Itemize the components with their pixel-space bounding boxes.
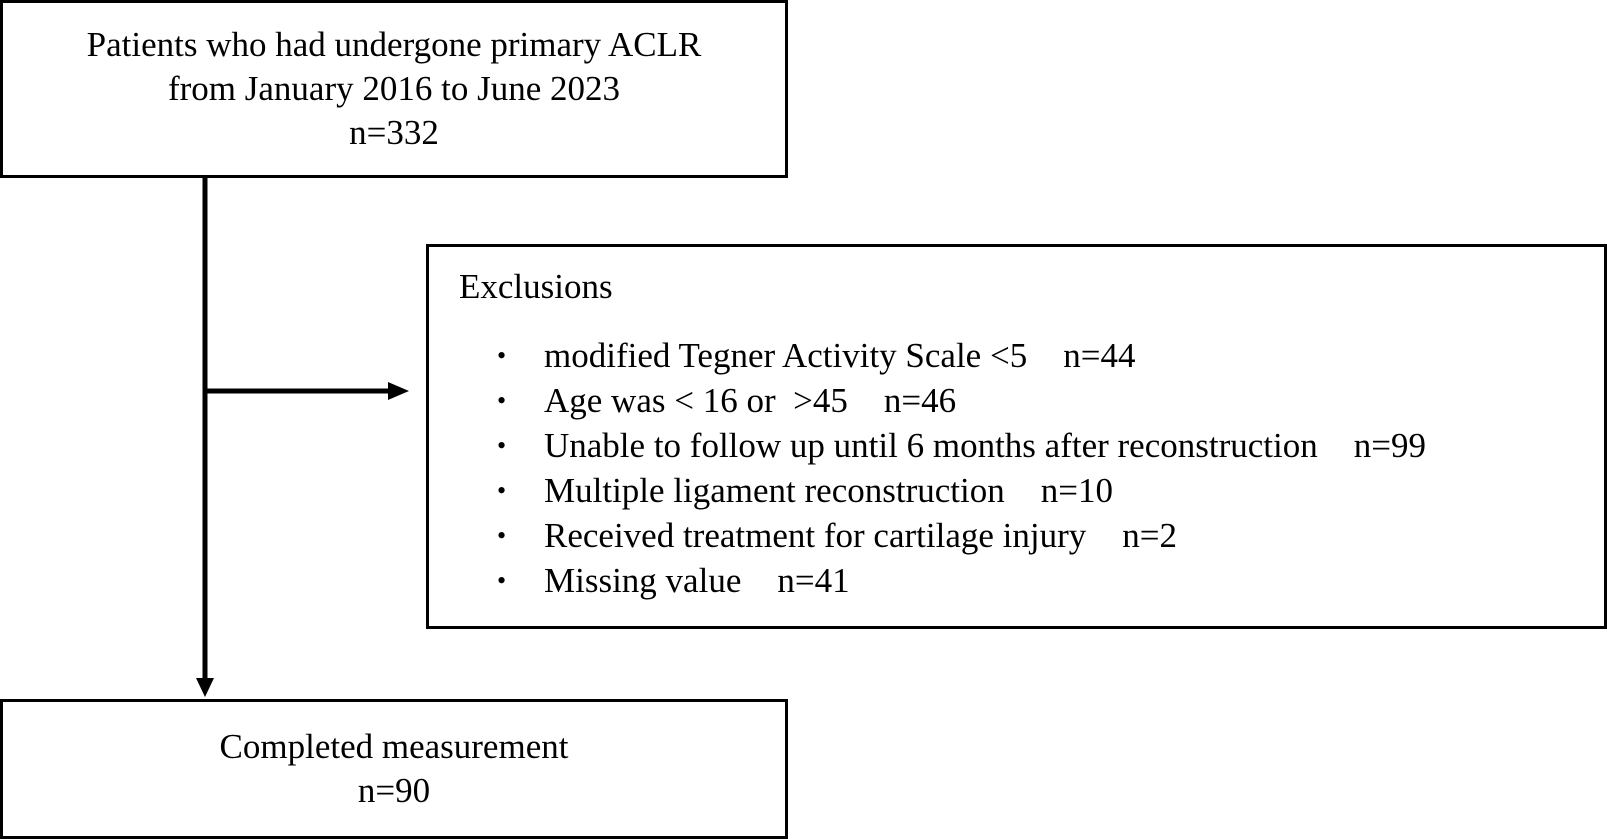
bullet-icon: •	[497, 386, 507, 415]
completed-box	[0, 699, 788, 839]
exclusion-item	[497, 513, 1426, 558]
exclusion-item	[497, 333, 1426, 378]
enrollment-box	[0, 0, 788, 178]
enrollment-line-2: from January 2016 to June 2023	[167, 69, 620, 108]
completed-count: n=90	[357, 771, 431, 810]
exclusion-item	[497, 558, 1426, 603]
exclusions-title: Exclusions	[459, 267, 613, 306]
exclusion-reason: Unable to follow up until 6 months after reconstruction	[544, 426, 1318, 465]
enrollment-line-1: Patients who had undergone primary ACLR	[86, 25, 702, 64]
exclusions-box	[426, 244, 1607, 629]
exclusion-count: n=46	[883, 381, 957, 420]
bullet-icon: •	[497, 476, 507, 505]
exclusion-count: n=44	[1063, 336, 1136, 375]
exclusion-count: n=41	[777, 561, 850, 600]
exclusion-reason: Missing value	[544, 561, 742, 600]
exclusion-item	[497, 378, 1426, 423]
exclusion-item	[497, 423, 1426, 468]
exclusion-reason: Age was < 16 or >45	[544, 381, 848, 420]
exclusion-count: n=99	[1353, 426, 1426, 465]
exclusion-reason: Multiple ligament reconstruction	[544, 471, 1005, 510]
exclusion-branch-arrowhead	[388, 382, 409, 400]
exclusion-count: n=2	[1122, 516, 1177, 555]
bullet-icon: •	[497, 566, 507, 595]
main-flow-arrowhead	[196, 678, 214, 697]
exclusion-item	[497, 468, 1426, 513]
exclusion-count: n=10	[1040, 471, 1113, 510]
exclusions-list	[497, 333, 1426, 603]
bullet-icon: •	[497, 341, 507, 370]
enrollment-count: n=332	[349, 113, 439, 152]
bullet-icon: •	[497, 431, 507, 460]
exclusion-reason: Received treatment for cartilage injury	[544, 516, 1087, 555]
completed-label: Completed measurement	[219, 727, 569, 766]
exclusion-reason: modified Tegner Activity Scale <5	[544, 336, 1028, 375]
bullet-icon: •	[497, 521, 507, 550]
